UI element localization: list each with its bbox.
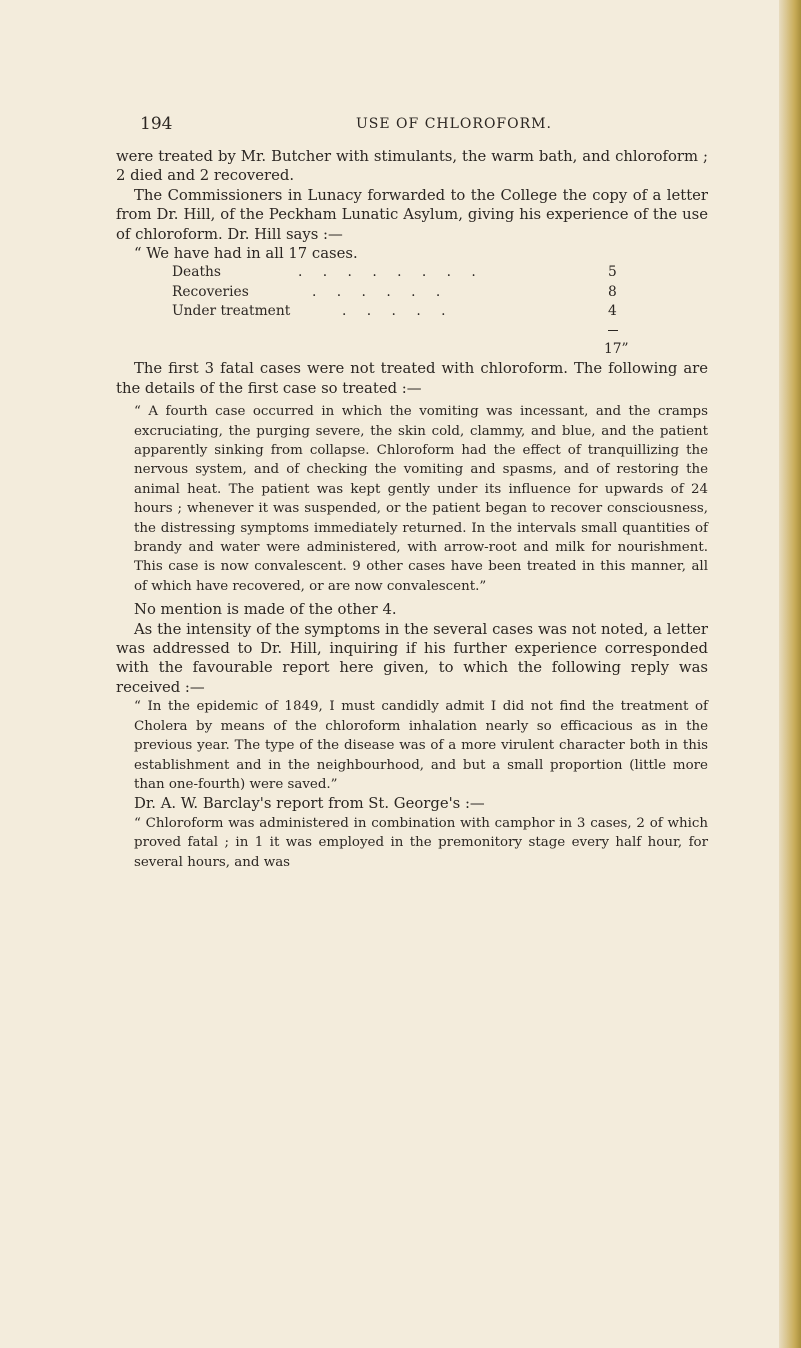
sum-rule xyxy=(608,330,618,331)
tally-rule-row xyxy=(172,321,612,340)
paragraph: The first 3 fatal cases were not treated with chloroform. The following are the details of the first case so treated :— xyxy=(116,360,708,397)
page-number: 194 xyxy=(140,114,173,134)
quotation: “ A fourth case occurred in which the vomiting was incessant, and the cramps excruciating, the purging severe, the skin cold, clammy, and blue, and the patient apparently sinking from collapse. Chloroform had the effect of tranquillizing the nervous system, and of checking the vomiting and spasms, and of restoring the animal heat. The patient was kept gently under its influence for upwards of 24 hours ; whenever it was suspended, or the patient began to recover consciousness, the distressing symptoms immediately returned. In the intervals small quantities of brandy and water were administered, with arrow-root and milk for nourishment. This case is now convalescent. 9 other cases have been treated in this manner, all of which have recovered, or are now convalescent.” xyxy=(134,404,708,594)
tally-total-row xyxy=(172,340,629,359)
paragraph: No mention is made of the other 4. xyxy=(134,601,397,619)
case-tally xyxy=(172,263,629,359)
tally-label: Under treatment xyxy=(172,302,291,319)
paragraph: The Commissioners in Lunacy forwarded to the College the copy of a letter from Dr. Hill, of the Peckham Lunatic Asylum, giving his experience of the use of chloroform. Dr. Hill says :— xyxy=(116,186,708,243)
tally-total: 17” xyxy=(604,341,629,358)
tally-row xyxy=(172,263,617,282)
leader-dots: . . . . . . xyxy=(312,283,449,300)
tally-value: 4 xyxy=(608,302,617,319)
tally-row xyxy=(172,283,617,302)
quotation: “ Chloroform was administered in combination with camphor in 3 cases, 2 of which proved fatal ; in 1 it was employed in the premonitory stage every half hour, for several hours, and was xyxy=(134,815,708,870)
paragraph: “ We have had in all 17 cases. xyxy=(134,245,358,263)
tally-label: Recoveries xyxy=(172,283,249,300)
tally-value: 8 xyxy=(608,283,617,300)
leader-dots: . . . . . . . . xyxy=(298,264,484,281)
page-header xyxy=(140,114,700,136)
tally-label: Deaths xyxy=(172,264,221,281)
tally-row xyxy=(172,302,617,321)
body-text xyxy=(116,147,708,872)
paragraph: As the intensity of the symptoms in the several cases was not noted, a letter was addressed to Dr. Hill, inquiring if his further experience corresponded with the favourable report here given, to which the following reply was received :— xyxy=(116,620,708,696)
quotation: “ In the epidemic of 1849, I must candidly admit I did not find the treatment of Cholera by means of the chloroform inhalation nearly so efficacious as in the previous year. The type of the disease was of a more virulent character both in this establishment and in the neighbourhood, and but a small proportion (little more than one-fourth) were saved.” xyxy=(134,699,708,792)
paragraph: Dr. A. W. Barclay's report from St. George's :— xyxy=(134,795,485,813)
page-edge xyxy=(779,0,801,1348)
tally-value: 5 xyxy=(608,264,617,281)
paragraph: were treated by Mr. Butcher with stimulants, the warm bath, and chloroform ; 2 died and 2 recovered. xyxy=(116,148,708,185)
running-head: USE OF CHLOROFORM. xyxy=(356,116,552,132)
leader-dots: . . . . . xyxy=(342,302,454,319)
